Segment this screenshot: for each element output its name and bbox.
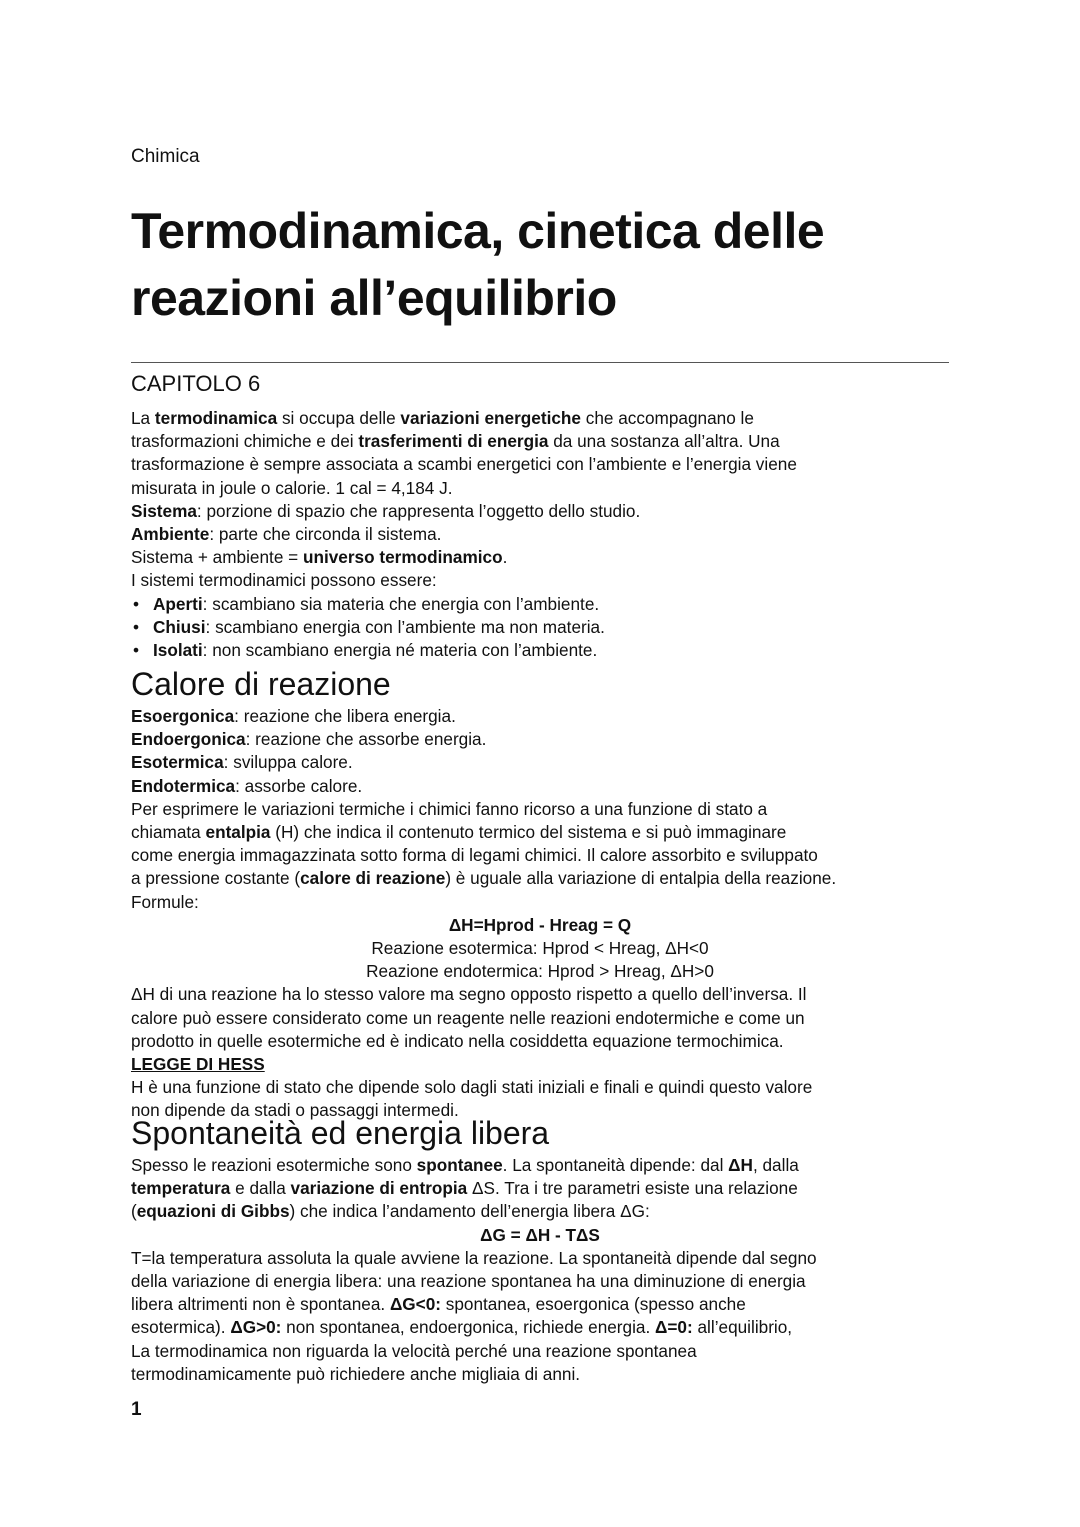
paragraph-line: La termodinamica non riguarda la velocità perché una reazione spontanea — [131, 1340, 697, 1361]
spontaneita-section — [131, 1154, 949, 1386]
hess-heading: LEGGE DI HESS — [131, 1054, 265, 1075]
title-divider — [131, 362, 949, 363]
paragraph-line: calore può essere considerato come un reagente nelle reazioni endotermiche e come un — [131, 1007, 805, 1028]
section-heading-spontaneita: Spontaneità ed energia libera — [131, 1115, 550, 1151]
paragraph-line: La termodinamica si occupa delle variazioni energetiche che accompagnano le — [131, 408, 754, 428]
paragraph-line: della variazione di energia libera: una reazione spontanea ha una diminuzione di energia — [131, 1271, 806, 1292]
definition-item: Endoergonica: reazione che assorbe energia. — [131, 729, 487, 750]
list-item: • Chiusi: scambiano energia con l’ambiente ma non materia. — [131, 616, 949, 639]
paragraph-line: (equazioni di Gibbs) che indica l’andamento dell’energia libera ΔG: — [131, 1201, 650, 1222]
paragraph-line: prodotto in quelle esotermiche ed è indicato nella cosiddetta equazione termochimica. — [131, 1030, 784, 1051]
paragraph-line: T=la temperatura assoluta la quale avviene la reazione. La spontaneità dipende dal segno — [131, 1247, 817, 1268]
paragraph-line: chiamata entalpia (H) che indica il contenuto termico del sistema e si può immaginare — [131, 822, 787, 843]
paragraph-line: Formule: — [131, 891, 199, 912]
list-item: • Isolati: non scambiano energia né materia con l’ambiente. — [131, 639, 949, 662]
definition-item: Endotermica: assorbe calore. — [131, 775, 363, 796]
page-title — [131, 198, 949, 332]
formula-endothermic: Reazione endotermica: Hprod > Hreag, ΔH>0 — [366, 961, 714, 982]
subject-label: Chimica — [131, 146, 200, 167]
definition-item: Esotermica: sviluppa calore. — [131, 752, 353, 773]
formula-exothermic: Reazione esotermica: Hprod < Hreag, ΔH<0 — [371, 938, 709, 959]
section-heading-calore: Calore di reazione — [131, 666, 391, 702]
definition-item: Esoergonica: reazione che libera energia. — [131, 706, 456, 726]
paragraph-line: misurata in joule o calorie. 1 cal = 4,184 J. — [131, 477, 453, 498]
paragraph-line: termodinamicamente può richiedere anche migliaia di anni. — [131, 1363, 581, 1384]
formula-enthalpy: ΔH=Hprod - Hreag = Q — [448, 914, 632, 935]
paragraph-line: a pressione costante (calore di reazione) è uguale alla variazione di entalpia della reazione. — [131, 868, 837, 889]
page-number: 1 — [131, 1399, 142, 1420]
paragraph-line: libera altrimenti non è spontanea. ΔG<0: spontanea, esoergonica (spesso anche — [131, 1294, 746, 1315]
paragraph-line: non dipende da stadi o passaggi intermedi. — [131, 1100, 459, 1121]
intro-section — [131, 407, 949, 662]
paragraph-line: ΔH di una reazione ha lo stesso valore ma segno opposto rispetto a quello dell’inversa. Il — [131, 984, 807, 1005]
paragraph-line: esotermica). ΔG>0: non spontanea, endoergonica, richiede energia. Δ=0: all’equilibrio, — [131, 1317, 793, 1338]
paragraph-line: temperatura e dalla variazione di entropia ΔS. Tra i tre parametri esiste una relazione — [131, 1178, 798, 1199]
paragraph-line: trasformazioni chimiche e dei trasferimenti di energia da una sostanza all’altra. Una — [131, 431, 780, 452]
list-item: • Aperti: scambiano sia materia che energia con l’ambiente. — [131, 593, 949, 616]
definition-universo: Sistema + ambiente = universo termodinamico. — [131, 547, 508, 568]
paragraph-line: I sistemi termodinamici possono essere: — [131, 570, 437, 591]
chapter-label: CAPITOLO 6 — [131, 371, 261, 396]
paragraph-line: come energia immagazzinata sotto forma di legami chimici. Il calore assorbito e sviluppato — [131, 845, 818, 866]
definition-sistema: Sistema: porzione di spazio che rappresenta l’oggetto dello studio. — [131, 500, 641, 521]
calore-section — [131, 705, 949, 1123]
paragraph-line: trasformazione è sempre associata a scambi energetici con l’ambiente e l’energia viene — [131, 454, 797, 475]
title-line-2: reazioni all’equilibrio — [131, 270, 617, 326]
paragraph-line: Per esprimere le variazioni termiche i chimici fanno ricorso a una funzione di stato a — [131, 798, 768, 819]
title-line-1: Termodinamica, cinetica delle — [131, 203, 825, 259]
paragraph-line: Spesso le reazioni esotermiche sono spontanee. La spontaneità dipende: dal ΔH, dalla — [131, 1155, 799, 1175]
paragraph-line: H è una funzione di stato che dipende solo dagli stati iniziali e finali e quindi questo valore — [131, 1077, 813, 1098]
definition-ambiente: Ambiente: parte che circonda il sistema. — [131, 524, 442, 545]
formula-gibbs: ΔG = ΔH - TΔS — [480, 1224, 600, 1245]
